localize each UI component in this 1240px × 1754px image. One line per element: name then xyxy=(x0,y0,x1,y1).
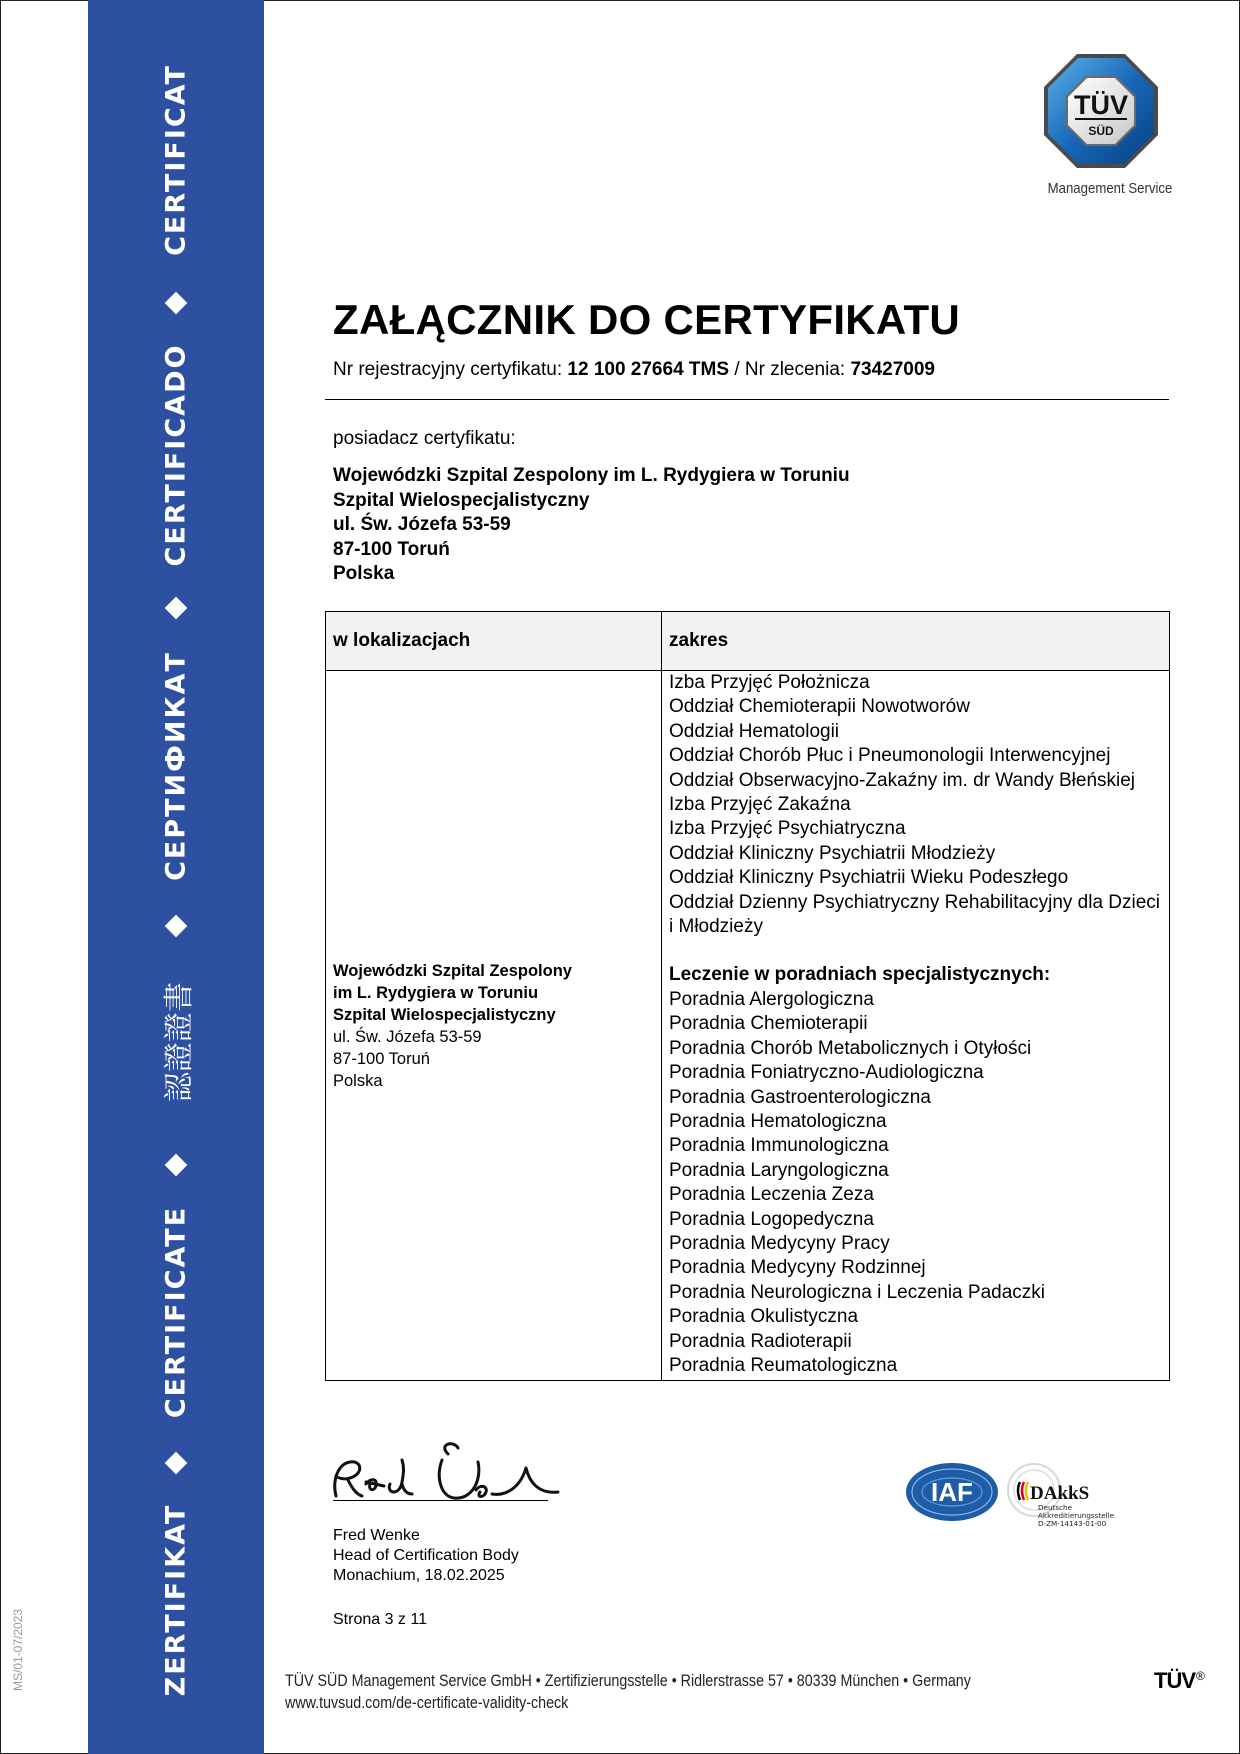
dakks-line2: Akkreditierungsstelle xyxy=(1038,1511,1115,1520)
location-line: 87-100 Toruń xyxy=(333,1049,430,1068)
iaf-text: IAF xyxy=(931,1477,973,1507)
holder-label: posiadacz certyfikatu: xyxy=(333,428,516,449)
scope-item: Poradnia Immunologiczna xyxy=(669,1135,889,1157)
scope-item: Izba Przyjęć Psychiatryczna xyxy=(669,818,906,840)
scope-item: Oddział Dzienny Psychiatryczny Rehabilitacyjny dla Dzieci i Młodzieży xyxy=(669,891,1161,938)
reg-label: Nr rejestracyjny certyfikatu: xyxy=(333,359,563,380)
tuv-mark-text: TÜV xyxy=(1154,1668,1195,1693)
tuv-trademark xyxy=(1154,1668,1204,1694)
header-locations: w lokalizacjach xyxy=(326,612,662,671)
scope-item: Oddział Chorób Płuc i Pneumonologii Interwencyjnej xyxy=(669,745,1111,767)
scope-item: Poradnia Medycyny Rodzinnej xyxy=(669,1257,926,1279)
logo-caption: Management Service xyxy=(1047,180,1173,197)
holder-line: 87-100 Toruń xyxy=(333,538,450,560)
scope-item: Poradnia Medycyny Pracy xyxy=(669,1232,890,1254)
order-label: / Nr zlecenia: xyxy=(734,359,846,380)
department-list xyxy=(669,671,1162,939)
footer-link[interactable]: www.tuvsud.com/de-certificate-validity-check xyxy=(285,1693,569,1712)
footer xyxy=(285,1670,971,1714)
table-header-row xyxy=(326,612,1170,671)
footer-address: TÜV SÜD Management Service GmbH • Zertifizierungsstelle • Ridlerstrasse 57 • 80339 München • Germany xyxy=(285,1671,971,1690)
location-line: Wojewódzki Szpital Zespolony xyxy=(333,961,572,980)
scope-item: Oddział Kliniczny Psychiatrii Młodzieży xyxy=(669,842,996,864)
band-label-cjk: 認證證書 xyxy=(162,982,197,1102)
dakks-line1: Deutsche xyxy=(1038,1503,1073,1512)
band-label-sertifikat: СЕРТИФИКАТ xyxy=(160,651,192,881)
clinic-list xyxy=(669,988,1162,1379)
header-divider xyxy=(325,399,1169,400)
scope-item: Poradnia Foniatryczno-Audiologiczna xyxy=(669,1062,984,1084)
scope-item: Poradnia Neurologiczna i Leczenia Padaczki xyxy=(669,1281,1046,1303)
scope-item: Poradnia Radioterapii xyxy=(669,1330,852,1352)
holder-line: Szpital Wielospecjalistyczny xyxy=(333,489,590,511)
scope-item: Poradnia Reumatologiczna xyxy=(669,1354,898,1376)
signer-role: Head of Certification Body xyxy=(333,1547,519,1564)
location-line: im L. Rydygiera w Toruniu xyxy=(333,983,539,1002)
location-line: Szpital Wielospecjalistyczny xyxy=(333,1005,556,1024)
reg-number: 12 100 27664 TMS xyxy=(567,359,730,380)
signer-name: Fred Wenke xyxy=(333,1527,420,1544)
page-number: Strona 3 z 11 xyxy=(333,1611,427,1628)
scope-item: Poradnia Okulistyczna xyxy=(669,1306,859,1328)
scope-item: Poradnia Gastroenterologiczna xyxy=(669,1086,931,1108)
form-code: MS/01-07/2023 xyxy=(11,1608,25,1692)
signer-block xyxy=(333,1526,519,1586)
scope-cell xyxy=(662,671,1170,1381)
registration-line xyxy=(333,359,935,381)
tuv-octagon-icon xyxy=(1042,52,1160,170)
scope-table xyxy=(325,611,1170,1381)
scope-item: Poradnia Hematologiczna xyxy=(669,1110,887,1132)
logo-text-sud: SÜD xyxy=(1088,124,1114,138)
scope-item: Poradnia Logopedyczna xyxy=(669,1208,874,1230)
tuv-sud-logo xyxy=(1030,52,1190,170)
scope-item: Poradnia Leczenia Zeza xyxy=(669,1184,874,1206)
scope-item: Oddział Hematologii xyxy=(669,720,840,742)
dakks-logo xyxy=(1008,1464,1115,1526)
logo-text-tuv: TÜV xyxy=(1074,90,1128,120)
scope-item: Izba Przyjęć Położnicza xyxy=(669,672,870,693)
place-date: Monachium, 18.02.2025 xyxy=(333,1567,505,1584)
scope-item: Poradnia Chorób Metabolicznych i Otyłości xyxy=(669,1037,1032,1059)
dakks-id: D-ZM-14143-01-00 xyxy=(1038,1519,1107,1526)
clinics-subheading: Leczenie w poradniach specjalistycznych: xyxy=(669,964,1051,986)
dakks-text: DAkkS xyxy=(1030,1483,1090,1504)
scope-item: Poradnia Alergologiczna xyxy=(669,988,874,1010)
scope-item: Oddział Chemioterapii Nowotworów xyxy=(669,696,970,718)
location-cell xyxy=(326,671,662,1381)
location-line: Polska xyxy=(333,1071,383,1090)
holder-address xyxy=(333,464,850,587)
band-label-certificat: CERTIFICAT xyxy=(160,64,192,256)
holder-line: Polska xyxy=(333,563,395,584)
scope-item: Poradnia Chemioterapii xyxy=(669,1013,868,1035)
scope-item: Poradnia Laryngologiczna xyxy=(669,1159,889,1181)
band-label-certificate: CERTIFICATE xyxy=(160,1205,192,1419)
holder-line: Wojewódzki Szpital Zespolony im L. Rydygiera w Toruniu xyxy=(333,465,850,486)
band-label-certificado: CERTIFICADO xyxy=(160,343,192,567)
scope-item: Izba Przyjęć Zakaźna xyxy=(669,794,851,816)
scope-item: Oddział Obserwacyjno-Zakaźny im. dr Wandy Błeńskiej xyxy=(669,769,1136,791)
iaf-logo xyxy=(906,1463,998,1521)
header-scope: zakres xyxy=(662,612,1170,671)
scope-item: Oddział Kliniczny Psychiatrii Wieku Podeszłego xyxy=(669,867,1069,889)
signature-line xyxy=(333,1500,548,1501)
page-title: ZAŁĄCZNIK DO CERTYFIKATU xyxy=(333,296,961,343)
holder-line: ul. Św. Józefa 53-59 xyxy=(333,514,511,535)
band-label-zertifikat: ZERTIFIKAT xyxy=(160,1503,192,1697)
table-row xyxy=(326,671,1170,1381)
location-line: ul. Św. Józefa 53-59 xyxy=(333,1027,482,1046)
order-number: 73427009 xyxy=(850,359,936,380)
registered-mark: ® xyxy=(1196,1668,1204,1683)
accreditation-logos xyxy=(904,1460,1174,1526)
signature-image xyxy=(330,1440,560,1504)
